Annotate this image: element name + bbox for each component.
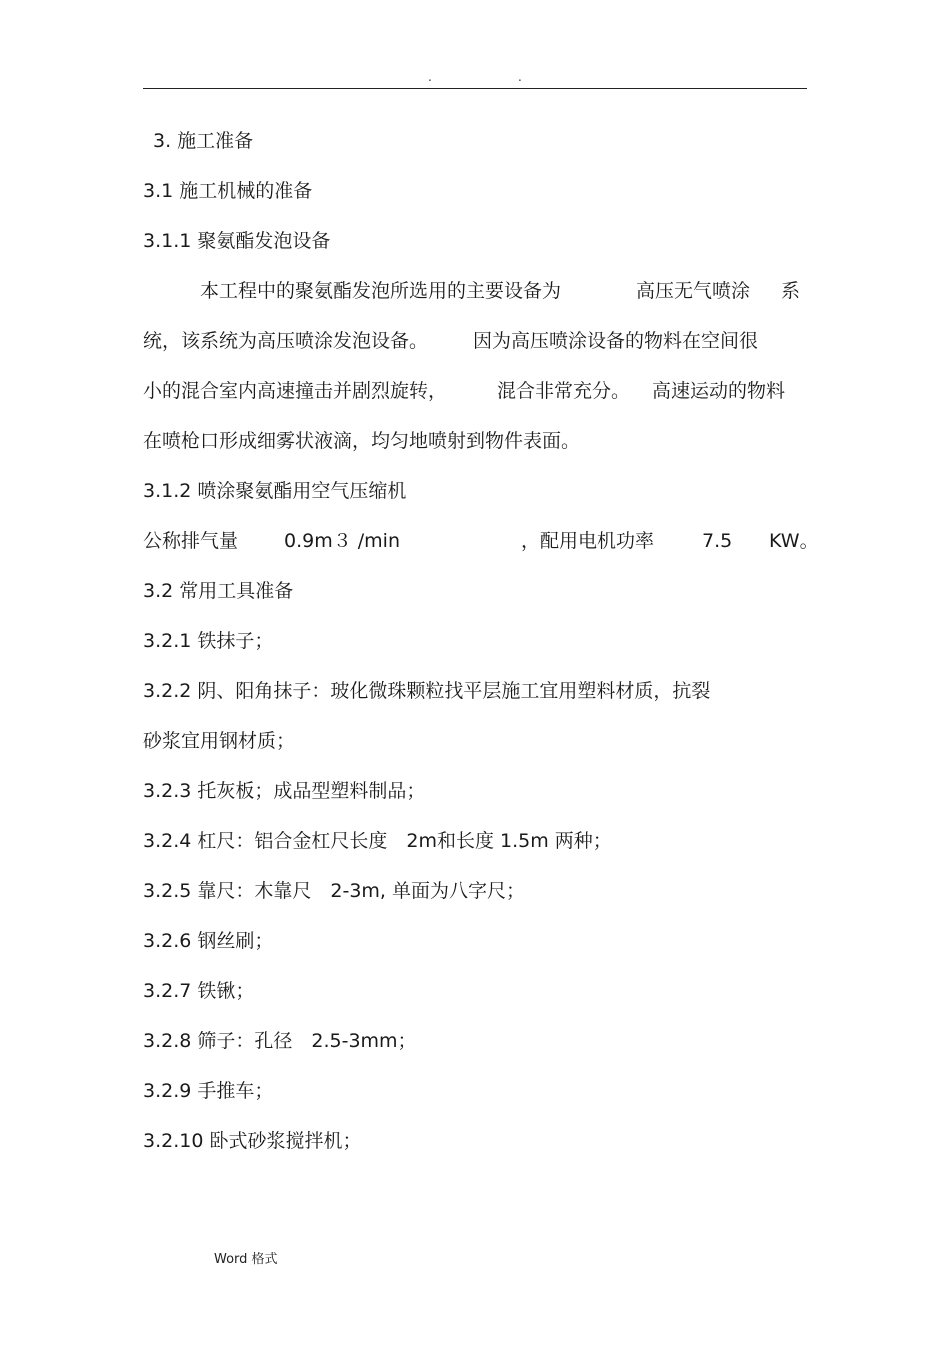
list-item: 3.2.7 铁锹； [143,980,255,1002]
list-item: 3.2.10 卧式砂浆搅拌机； [143,1130,362,1152]
list-item: 3.2.9 手推车； [143,1080,274,1102]
page-header [0,70,950,84]
spec-label: ，配用电机功率 [521,530,655,552]
spec-line [143,521,819,571]
paragraph-line [143,321,807,371]
page-footer: Word 格式 [214,1252,278,1267]
spec-unit: KW。 [769,530,819,552]
header-dot: . [428,70,432,84]
header-rule [143,88,807,89]
text-segment: 本工程中的聚氨酯发泡所选用的主要设备为 [200,280,562,302]
list-item: 3.2.8 筛子：孔径 2.5-3mm； [143,1030,417,1052]
text-segment: 系 [781,280,801,302]
list-item: 3.2.1 铁抹子； [143,630,274,652]
text-segment: 混合非常充分。 [497,380,631,402]
list-item: 3.2.2 阴、阳角抹子：玻化微珠颗粒找平层施工宜用塑料材质，抗裂 [143,680,711,702]
list-item: 3.2.4 杠尺：铝合金杠尺长度 2m和长度 1.5m 两种； [143,830,612,852]
header-dot: . [518,70,522,84]
spec-value: 0.9m３ /min [284,530,400,552]
text-segment: 小的混合室内高速撞击并剧烈旋转， [143,380,448,402]
list-item-continuation: 砂浆宜用钢材质； [143,730,296,752]
text-segment: 因为高压喷涂设备的物料在空间很 [473,330,759,352]
list-item: 3.2.6 钢丝刷； [143,930,274,952]
spec-value: 7.5 [702,530,733,552]
text-segment: 高速运动的物料 [652,380,786,402]
paragraph-line [143,371,807,421]
subsubsection-heading: 3.1.2 喷涂聚氨酯用空气压缩机 [143,480,407,502]
document-body [143,121,819,1171]
list-item: 3.2.3 托灰板；成品型塑料制品； [143,780,426,802]
subsubsection-heading: 3.1.1 聚氨酯发泡设备 [143,230,331,252]
paragraph-line [143,271,807,321]
text-segment: 统，该系统为高压喷涂发泡设备。 [143,330,429,352]
spec-label: 公称排气量 [143,530,239,552]
subsection-heading: 3.1 施工机械的准备 [143,180,313,202]
subsection-heading: 3.2 常用工具准备 [143,580,294,602]
list-item: 3.2.5 靠尺：木靠尺 2-3m, 单面为八字尺； [143,880,526,902]
section-heading: 3. 施工准备 [153,130,254,152]
text-segment: 高压无气喷涂 [636,280,751,302]
paragraph-line: 在喷枪口形成细雾状液滴，均匀地喷射到物件表面。 [143,430,581,452]
